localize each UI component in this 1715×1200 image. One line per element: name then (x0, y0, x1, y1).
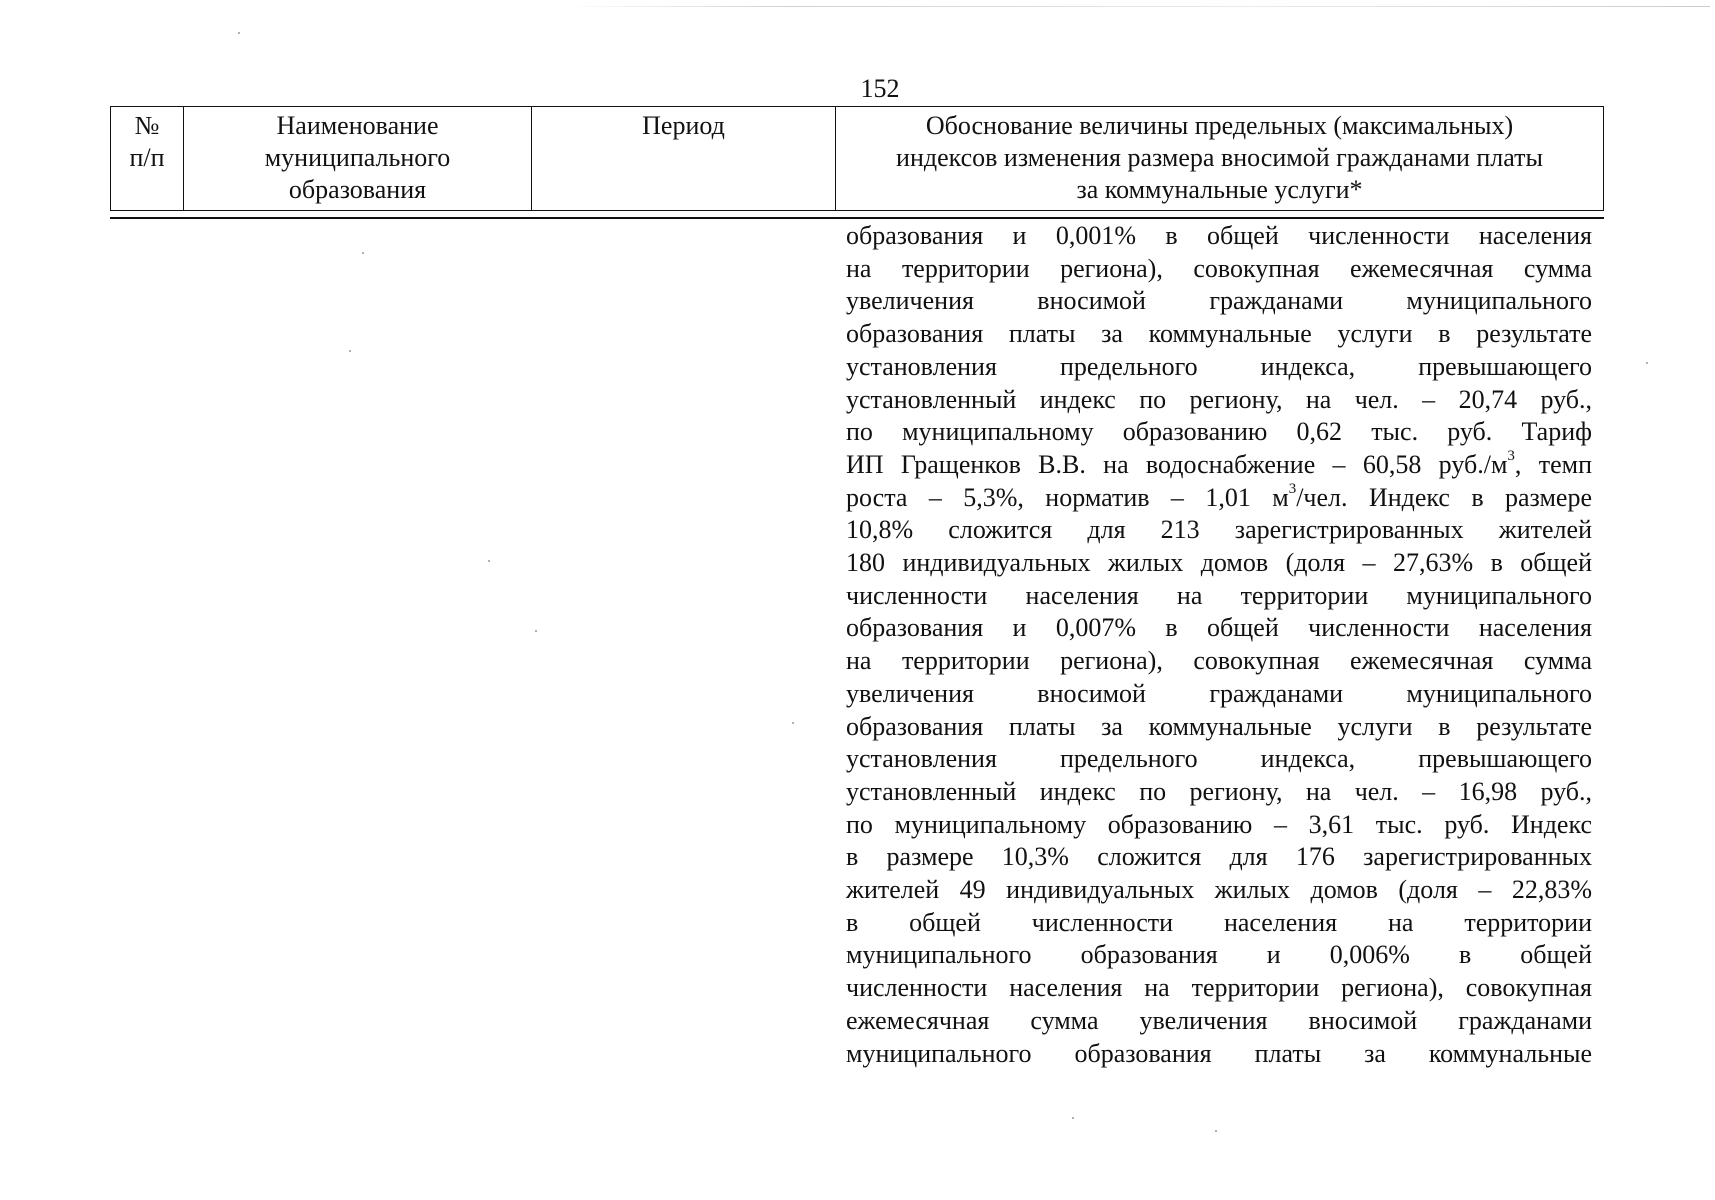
scan-edge-artifact (560, 6, 1710, 7)
text-fragment: установленный индекс по региону, на чел. – 16,98 руб., (846, 776, 1592, 806)
scan-speck (349, 350, 351, 352)
header-cell-period (532, 107, 836, 211)
text-line (846, 939, 1592, 972)
text-fragment: в общей численности населения на территории (846, 907, 1592, 937)
header-text-line: Наименование (276, 111, 439, 140)
scan-speck (1215, 1130, 1217, 1132)
text-fragment: увеличения вносимой гражданами муниципального (846, 678, 1592, 708)
text-line (846, 645, 1592, 678)
text-line (846, 384, 1592, 417)
text-line (846, 907, 1592, 940)
text-fragment: образования и 0,001% в общей численности населения (846, 221, 1592, 250)
text-line (846, 776, 1592, 809)
text-fragment: в размере 10,3% сложится для 176 зарегистрированных (846, 842, 1592, 872)
text-fragment: образования и 0,007% в общей численности населения (846, 613, 1592, 643)
header-text-line: образования (288, 175, 427, 204)
text-fragment: образования платы за коммунальные услуги в результате (846, 319, 1592, 349)
superscript: 3 (1507, 448, 1515, 465)
text-line (846, 253, 1592, 286)
text-fragment: на территории региона), совокупная ежемесячная сумма (846, 646, 1592, 676)
text-line (846, 482, 1592, 515)
text-line (846, 809, 1592, 842)
text-line (846, 580, 1592, 613)
superscript: 3 (1288, 480, 1297, 497)
table-header-row (111, 107, 1604, 211)
text-fragment: установления предельного индекса, превышающего (846, 744, 1592, 774)
text-fragment: жителей 49 индивидуальных жилых домов (доля – 22,83% (846, 875, 1592, 905)
text-fragment: роста – 5,3%, норматив – 1,01 м (846, 482, 1289, 512)
text-line (846, 743, 1592, 776)
text-fragment: муниципального образования платы за коммунальные (846, 1038, 1592, 1068)
text-line (846, 514, 1592, 547)
text-fragment: образования платы за коммунальные услуги в результате (846, 711, 1592, 741)
text-line (846, 874, 1592, 907)
text-fragment: , темп (1514, 449, 1592, 479)
text-fragment: на территории региона), совокупная ежемесячная сумма (846, 253, 1592, 283)
text-line (846, 220, 1592, 253)
text-fragment: увеличения вносимой гражданами муниципального (846, 286, 1592, 316)
text-fragment: численности населения на территории региона), совокупная (846, 973, 1592, 1003)
text-fragment: установленный индекс по региону, на чел. – 20,74 руб., (846, 384, 1592, 414)
header-cell-index-justification (836, 107, 1604, 211)
text-fragment: 180 индивидуальных жилых домов (доля – 27,63% в общей (846, 548, 1592, 578)
header-text-line: муниципального (264, 143, 451, 172)
text-fragment: численности населения на территории муниципального (846, 580, 1592, 610)
text-line (846, 711, 1592, 744)
text-line (846, 351, 1592, 384)
scan-speck (1072, 1117, 1074, 1119)
scan-speck (1646, 362, 1648, 364)
scan-speck (238, 32, 240, 34)
header-text-line: Обоснование величины предельных (максимальных) (925, 111, 1514, 140)
text-line (846, 678, 1592, 711)
header-text-line: индексов изменения размера вносимой гражданами платы (896, 143, 1543, 172)
text-fragment: ежемесячная сумма увеличения вносимой гражданами (846, 1005, 1592, 1035)
scan-speck (792, 722, 794, 724)
page-number: 152 (860, 74, 900, 103)
text-fragment: муниципального образования и 0,006% в общей (846, 940, 1592, 970)
text-line (846, 972, 1592, 1005)
header-text-line: № (134, 111, 160, 140)
text-line (846, 1005, 1592, 1038)
text-line (846, 449, 1592, 482)
text-fragment: установления предельного индекса, превышающего (846, 351, 1592, 381)
header-cell-municipality-name (184, 107, 532, 211)
text-line (846, 841, 1592, 874)
justification-text (846, 220, 1592, 1070)
text-line (846, 285, 1592, 318)
scan-speck (362, 252, 364, 254)
text-line (846, 1038, 1592, 1071)
header-cell-number (111, 107, 184, 211)
text-line (846, 416, 1592, 449)
text-line (846, 318, 1592, 351)
header-text-line: п/п (129, 143, 165, 172)
text-fragment: по муниципальному образованию – 3,61 тыс. руб. Индекс (846, 809, 1592, 839)
scan-speck (535, 630, 537, 632)
header-text-line: за коммунальные услуги* (1076, 175, 1363, 204)
text-line (846, 547, 1592, 580)
text-fragment: ИП Гращенков В.В. на водоснабжение – 60,58 руб./м (846, 449, 1508, 479)
text-fragment: /чел. Индекс в размере (1296, 482, 1592, 512)
text-fragment: по муниципальному образованию 0,62 тыс. руб. Тариф (846, 417, 1592, 447)
table-header-rule (110, 217, 1604, 219)
header-text-line: Период (642, 111, 725, 140)
table-header (110, 106, 1604, 211)
scan-speck (488, 560, 490, 562)
text-line (846, 612, 1592, 645)
text-fragment: 10,8% сложится для 213 зарегистрированных жителей (846, 515, 1592, 545)
